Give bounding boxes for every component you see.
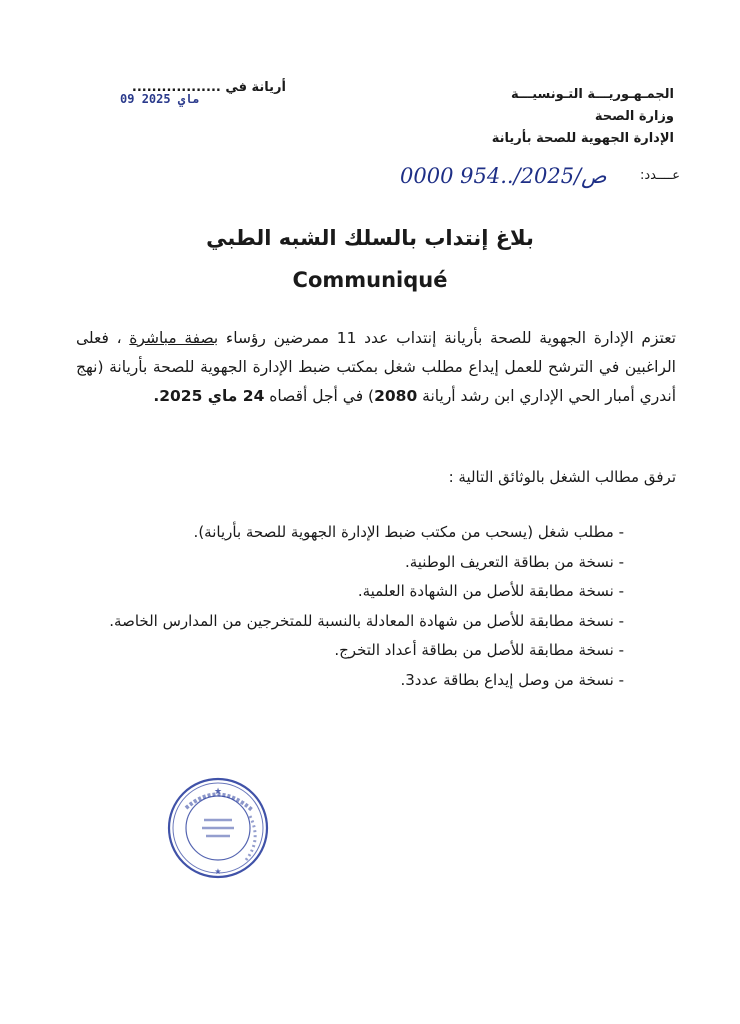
date-stamp: 09 ماي 2025 xyxy=(120,92,200,106)
list-item: - مطلب شغل (يسحب من مكتب ضبط الإدارة الجهوية للصحة بأريانة). xyxy=(193,523,624,541)
documents-list xyxy=(90,518,624,695)
republic-name: الجمـهـوريـــة التـونسيـــة xyxy=(510,87,674,102)
list-item: - نسخة مطابقة للأصل من شهادة المعادلة بالنسبة للمتخرجين من المدارس الخاصة. xyxy=(109,611,624,630)
body-text-2: ، فعلى الراغبين في الترشح للعمل إيداع مطلب شغل بمكتب ضبط الإدارة الجهوية للصحة بأريانة (نهج أندري أمبار الحي الإداري ابن رشد أريانة xyxy=(76,329,676,405)
document-title-french: Communiqué xyxy=(292,268,448,292)
place-date-line: أريانة في .................. xyxy=(131,80,286,95)
list-item: - نسخة مطابقة للأصل من الشهادة العلمية. xyxy=(357,582,624,600)
list-item: - نسخة من بطاقة التعريف الوطنية. xyxy=(404,552,624,571)
official-seal-stamp xyxy=(166,776,270,880)
svg-text:★: ★ xyxy=(214,867,222,876)
svg-text:★: ★ xyxy=(213,787,223,797)
ministry-name: وزارة الصحة xyxy=(594,109,674,124)
deadline-date: 24 ماي 2025 xyxy=(159,387,265,405)
regional-direction-name: الإدارة الجهوية للصحة بأريانة xyxy=(491,131,674,146)
postal-code: 2080 xyxy=(374,387,418,405)
letterhead xyxy=(492,84,674,150)
announcement-body: تعتزم الإدارة الجهوية للصحة بأريانة إنتداب عدد 11 ممرضين رؤساء بصفة مباشرة ، فعلى الراغبين في الترشح للعمل إيداع مطلب شغل بمكتب ضبط الإدارة الجهوية للصحة بأريانة (نهج أندري أمبار الحي الإداري ابن رشد أريانة 2080) في أجل أقصاه 24 ماي 2025. xyxy=(76,329,677,405)
list-item: - نسخة من وصل إيداع بطاقة عدد3. xyxy=(400,670,624,689)
documents-intro: ترفق مطالب الشغل بالوثائق التالية : xyxy=(448,468,676,486)
body-text-1: تعتزم الإدارة الجهوية للصحة بأريانة إنتداب عدد 11 ممرضين رؤساء xyxy=(218,329,677,347)
reference-label: عــــدد: xyxy=(640,168,680,183)
body-text-3: ) في أجل أقصاه xyxy=(264,387,375,405)
list-item: - نسخة مطابقة للأصل من بطاقة أعداد التخرج. xyxy=(334,641,624,659)
document-title-arabic: بلاغ إنتداب بالسلك الشبه الطبي xyxy=(206,226,534,250)
reference-number: 0000 954../2025/ص xyxy=(400,164,607,188)
body-underlined-text: بصفة مباشرة xyxy=(129,329,219,347)
